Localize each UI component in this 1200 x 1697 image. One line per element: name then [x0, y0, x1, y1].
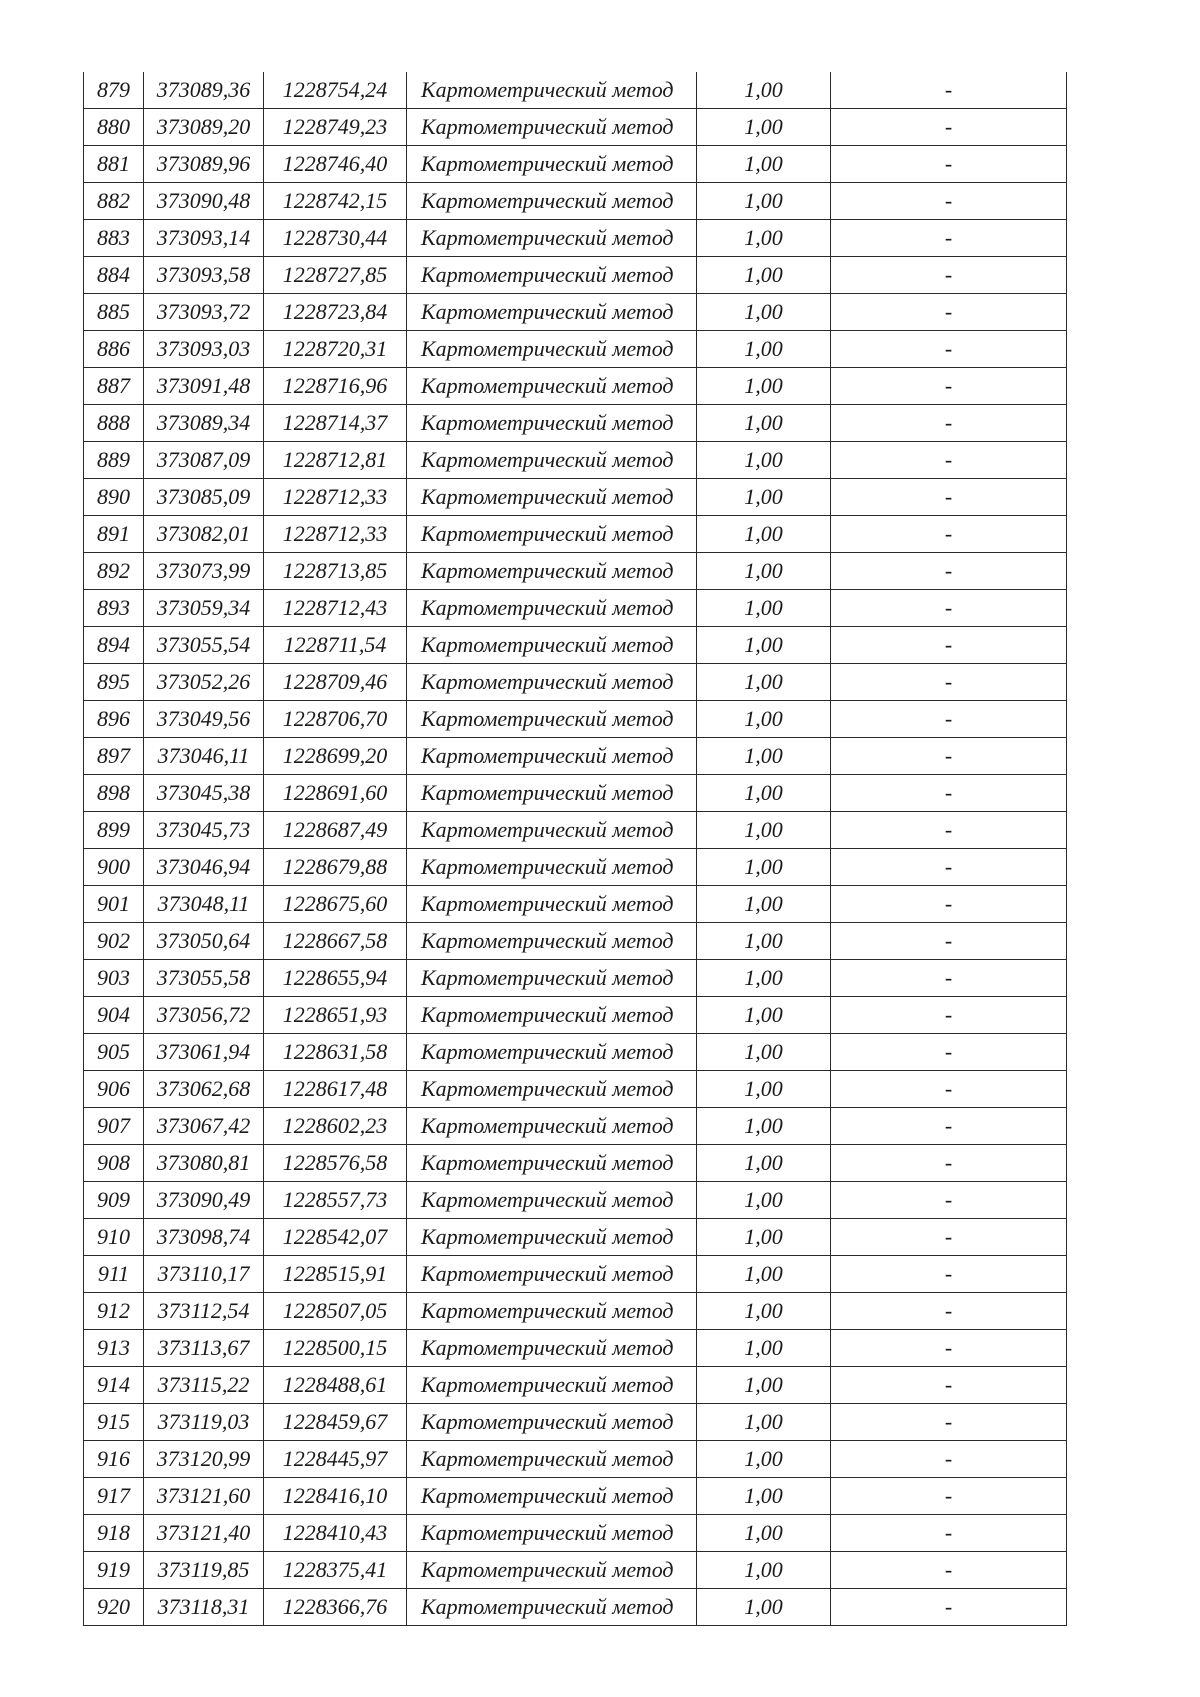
- table-row: [84, 775, 1067, 812]
- table-row: [84, 1293, 1067, 1330]
- point-number-cell: 880: [84, 109, 144, 146]
- method-cell: Картометрический метод: [407, 1145, 697, 1182]
- x-coordinate-cell: 373112,54: [144, 1293, 264, 1330]
- x-coordinate-cell: 373082,01: [144, 516, 264, 553]
- x-coordinate-cell: 373089,36: [144, 72, 264, 109]
- description-cell: -: [831, 1330, 1067, 1367]
- table-row: [84, 109, 1067, 146]
- table-row: [84, 997, 1067, 1034]
- y-coordinate-cell: 1228602,23: [264, 1108, 407, 1145]
- method-cell: Картометрический метод: [407, 849, 697, 886]
- y-coordinate-cell: 1228730,44: [264, 220, 407, 257]
- x-coordinate-cell: 373120,99: [144, 1441, 264, 1478]
- x-coordinate-cell: 373090,48: [144, 183, 264, 220]
- y-coordinate-cell: 1228375,41: [264, 1552, 407, 1589]
- point-number-cell: 900: [84, 849, 144, 886]
- point-number-cell: 911: [84, 1256, 144, 1293]
- accuracy-cell: 1,00: [697, 701, 831, 738]
- accuracy-cell: 1,00: [697, 664, 831, 701]
- accuracy-cell: 1,00: [697, 516, 831, 553]
- method-cell: Картометрический метод: [407, 1404, 697, 1441]
- point-number-cell: 910: [84, 1219, 144, 1256]
- table-row: [84, 886, 1067, 923]
- method-cell: Картометрический метод: [407, 1034, 697, 1071]
- table-row: [84, 72, 1067, 109]
- y-coordinate-cell: 1228687,49: [264, 812, 407, 849]
- method-cell: Картометрический метод: [407, 1293, 697, 1330]
- point-number-cell: 889: [84, 442, 144, 479]
- x-coordinate-cell: 373049,56: [144, 701, 264, 738]
- point-number-cell: 905: [84, 1034, 144, 1071]
- x-coordinate-cell: 373056,72: [144, 997, 264, 1034]
- method-cell: Картометрический метод: [407, 1515, 697, 1552]
- description-cell: -: [831, 1589, 1067, 1626]
- y-coordinate-cell: 1228712,43: [264, 590, 407, 627]
- x-coordinate-cell: 373089,96: [144, 146, 264, 183]
- accuracy-cell: 1,00: [697, 442, 831, 479]
- point-number-cell: 913: [84, 1330, 144, 1367]
- description-cell: -: [831, 664, 1067, 701]
- point-number-cell: 879: [84, 72, 144, 109]
- method-cell: Картометрический метод: [407, 960, 697, 997]
- accuracy-cell: 1,00: [697, 1034, 831, 1071]
- y-coordinate-cell: 1228749,23: [264, 109, 407, 146]
- y-coordinate-cell: 1228754,24: [264, 72, 407, 109]
- accuracy-cell: 1,00: [697, 183, 831, 220]
- method-cell: Картометрический метод: [407, 109, 697, 146]
- table-row: [84, 368, 1067, 405]
- description-cell: -: [831, 923, 1067, 960]
- accuracy-cell: 1,00: [697, 960, 831, 997]
- description-cell: -: [831, 738, 1067, 775]
- point-number-cell: 897: [84, 738, 144, 775]
- accuracy-cell: 1,00: [697, 1367, 831, 1404]
- point-number-cell: 881: [84, 146, 144, 183]
- accuracy-cell: 1,00: [697, 1219, 831, 1256]
- coordinates-table-body: [84, 72, 1067, 1626]
- description-cell: -: [831, 294, 1067, 331]
- y-coordinate-cell: 1228576,58: [264, 1145, 407, 1182]
- table-row: [84, 516, 1067, 553]
- x-coordinate-cell: 373121,60: [144, 1478, 264, 1515]
- x-coordinate-cell: 373093,14: [144, 220, 264, 257]
- y-coordinate-cell: 1228709,46: [264, 664, 407, 701]
- table-row: [84, 1182, 1067, 1219]
- description-cell: -: [831, 1293, 1067, 1330]
- method-cell: Картометрический метод: [407, 1441, 697, 1478]
- table-row: [84, 1071, 1067, 1108]
- y-coordinate-cell: 1228746,40: [264, 146, 407, 183]
- x-coordinate-cell: 373119,03: [144, 1404, 264, 1441]
- point-number-cell: 907: [84, 1108, 144, 1145]
- accuracy-cell: 1,00: [697, 1071, 831, 1108]
- table-row: [84, 701, 1067, 738]
- method-cell: Картометрический метод: [407, 479, 697, 516]
- description-cell: -: [831, 1034, 1067, 1071]
- accuracy-cell: 1,00: [697, 1552, 831, 1589]
- x-coordinate-cell: 373113,67: [144, 1330, 264, 1367]
- y-coordinate-cell: 1228500,15: [264, 1330, 407, 1367]
- y-coordinate-cell: 1228488,61: [264, 1367, 407, 1404]
- description-cell: -: [831, 1478, 1067, 1515]
- description-cell: -: [831, 405, 1067, 442]
- accuracy-cell: 1,00: [697, 1293, 831, 1330]
- x-coordinate-cell: 373093,58: [144, 257, 264, 294]
- method-cell: Картометрический метод: [407, 553, 697, 590]
- point-number-cell: 888: [84, 405, 144, 442]
- x-coordinate-cell: 373089,20: [144, 109, 264, 146]
- y-coordinate-cell: 1228617,48: [264, 1071, 407, 1108]
- description-cell: -: [831, 1441, 1067, 1478]
- point-number-cell: 908: [84, 1145, 144, 1182]
- description-cell: -: [831, 1367, 1067, 1404]
- x-coordinate-cell: 373093,03: [144, 331, 264, 368]
- x-coordinate-cell: 373091,48: [144, 368, 264, 405]
- point-number-cell: 890: [84, 479, 144, 516]
- point-number-cell: 917: [84, 1478, 144, 1515]
- table-row: [84, 1515, 1067, 1552]
- table-row: [84, 1256, 1067, 1293]
- description-cell: -: [831, 257, 1067, 294]
- accuracy-cell: 1,00: [697, 479, 831, 516]
- point-number-cell: 915: [84, 1404, 144, 1441]
- table-row: [84, 960, 1067, 997]
- accuracy-cell: 1,00: [697, 109, 831, 146]
- method-cell: Картометрический метод: [407, 812, 697, 849]
- method-cell: Картометрический метод: [407, 627, 697, 664]
- description-cell: -: [831, 1552, 1067, 1589]
- x-coordinate-cell: 373048,11: [144, 886, 264, 923]
- y-coordinate-cell: 1228667,58: [264, 923, 407, 960]
- x-coordinate-cell: 373073,99: [144, 553, 264, 590]
- table-row: [84, 1034, 1067, 1071]
- table-row: [84, 627, 1067, 664]
- y-coordinate-cell: 1228557,73: [264, 1182, 407, 1219]
- table-row: [84, 1404, 1067, 1441]
- method-cell: Картометрический метод: [407, 1219, 697, 1256]
- description-cell: -: [831, 1108, 1067, 1145]
- method-cell: Картометрический метод: [407, 516, 697, 553]
- y-coordinate-cell: 1228515,91: [264, 1256, 407, 1293]
- x-coordinate-cell: 373045,38: [144, 775, 264, 812]
- x-coordinate-cell: 373090,49: [144, 1182, 264, 1219]
- x-coordinate-cell: 373046,94: [144, 849, 264, 886]
- accuracy-cell: 1,00: [697, 590, 831, 627]
- method-cell: Картометрический метод: [407, 257, 697, 294]
- point-number-cell: 883: [84, 220, 144, 257]
- method-cell: Картометрический метод: [407, 590, 697, 627]
- y-coordinate-cell: 1228459,67: [264, 1404, 407, 1441]
- table-row: [84, 1441, 1067, 1478]
- y-coordinate-cell: 1228410,43: [264, 1515, 407, 1552]
- table-row: [84, 1108, 1067, 1145]
- point-number-cell: 919: [84, 1552, 144, 1589]
- accuracy-cell: 1,00: [697, 1515, 831, 1552]
- method-cell: Картометрический метод: [407, 1589, 697, 1626]
- accuracy-cell: 1,00: [697, 1404, 831, 1441]
- description-cell: -: [831, 1219, 1067, 1256]
- method-cell: Картометрический метод: [407, 368, 697, 405]
- method-cell: Картометрический метод: [407, 1552, 697, 1589]
- description-cell: -: [831, 960, 1067, 997]
- method-cell: Картометрический метод: [407, 294, 697, 331]
- table-row: [84, 590, 1067, 627]
- y-coordinate-cell: 1228712,81: [264, 442, 407, 479]
- x-coordinate-cell: 373061,94: [144, 1034, 264, 1071]
- y-coordinate-cell: 1228706,70: [264, 701, 407, 738]
- accuracy-cell: 1,00: [697, 257, 831, 294]
- accuracy-cell: 1,00: [697, 1182, 831, 1219]
- point-number-cell: 882: [84, 183, 144, 220]
- y-coordinate-cell: 1228713,85: [264, 553, 407, 590]
- accuracy-cell: 1,00: [697, 1478, 831, 1515]
- point-number-cell: 920: [84, 1589, 144, 1626]
- point-number-cell: 884: [84, 257, 144, 294]
- method-cell: Картометрический метод: [407, 331, 697, 368]
- x-coordinate-cell: 373050,64: [144, 923, 264, 960]
- x-coordinate-cell: 373080,81: [144, 1145, 264, 1182]
- table-row: [84, 479, 1067, 516]
- description-cell: -: [831, 183, 1067, 220]
- description-cell: -: [831, 886, 1067, 923]
- y-coordinate-cell: 1228711,54: [264, 627, 407, 664]
- x-coordinate-cell: 373089,34: [144, 405, 264, 442]
- point-number-cell: 918: [84, 1515, 144, 1552]
- y-coordinate-cell: 1228542,07: [264, 1219, 407, 1256]
- y-coordinate-cell: 1228679,88: [264, 849, 407, 886]
- description-cell: -: [831, 442, 1067, 479]
- x-coordinate-cell: 373055,54: [144, 627, 264, 664]
- table-row: [84, 1330, 1067, 1367]
- description-cell: -: [831, 849, 1067, 886]
- accuracy-cell: 1,00: [697, 1256, 831, 1293]
- description-cell: -: [831, 1515, 1067, 1552]
- x-coordinate-cell: 373087,09: [144, 442, 264, 479]
- description-cell: -: [831, 368, 1067, 405]
- table-row: [84, 923, 1067, 960]
- accuracy-cell: 1,00: [697, 738, 831, 775]
- point-number-cell: 916: [84, 1441, 144, 1478]
- accuracy-cell: 1,00: [697, 886, 831, 923]
- x-coordinate-cell: 373046,11: [144, 738, 264, 775]
- table-row: [84, 257, 1067, 294]
- x-coordinate-cell: 373115,22: [144, 1367, 264, 1404]
- table-row: [84, 1589, 1067, 1626]
- accuracy-cell: 1,00: [697, 1589, 831, 1626]
- point-number-cell: 906: [84, 1071, 144, 1108]
- accuracy-cell: 1,00: [697, 146, 831, 183]
- table-row: [84, 1552, 1067, 1589]
- method-cell: Картометрический метод: [407, 775, 697, 812]
- table-row: [84, 1145, 1067, 1182]
- x-coordinate-cell: 373062,68: [144, 1071, 264, 1108]
- table-row: [84, 553, 1067, 590]
- method-cell: Картометрический метод: [407, 997, 697, 1034]
- y-coordinate-cell: 1228675,60: [264, 886, 407, 923]
- point-number-cell: 895: [84, 664, 144, 701]
- y-coordinate-cell: 1228445,97: [264, 1441, 407, 1478]
- table-row: [84, 331, 1067, 368]
- description-cell: -: [831, 146, 1067, 183]
- description-cell: -: [831, 109, 1067, 146]
- point-number-cell: 901: [84, 886, 144, 923]
- point-number-cell: 912: [84, 1293, 144, 1330]
- method-cell: Картометрический метод: [407, 664, 697, 701]
- y-coordinate-cell: 1228699,20: [264, 738, 407, 775]
- accuracy-cell: 1,00: [697, 812, 831, 849]
- accuracy-cell: 1,00: [697, 849, 831, 886]
- table-row: [84, 183, 1067, 220]
- accuracy-cell: 1,00: [697, 368, 831, 405]
- description-cell: -: [831, 1256, 1067, 1293]
- accuracy-cell: 1,00: [697, 923, 831, 960]
- x-coordinate-cell: 373055,58: [144, 960, 264, 997]
- x-coordinate-cell: 373119,85: [144, 1552, 264, 1589]
- description-cell: -: [831, 479, 1067, 516]
- y-coordinate-cell: 1228651,93: [264, 997, 407, 1034]
- y-coordinate-cell: 1228507,05: [264, 1293, 407, 1330]
- table-row: [84, 812, 1067, 849]
- table-row: [84, 146, 1067, 183]
- table-row: [84, 405, 1067, 442]
- method-cell: Картометрический метод: [407, 1071, 697, 1108]
- y-coordinate-cell: 1228712,33: [264, 479, 407, 516]
- description-cell: -: [831, 775, 1067, 812]
- method-cell: Картометрический метод: [407, 72, 697, 109]
- y-coordinate-cell: 1228723,84: [264, 294, 407, 331]
- description-cell: -: [831, 1071, 1067, 1108]
- point-number-cell: 885: [84, 294, 144, 331]
- point-number-cell: 904: [84, 997, 144, 1034]
- point-number-cell: 899: [84, 812, 144, 849]
- description-cell: -: [831, 590, 1067, 627]
- y-coordinate-cell: 1228631,58: [264, 1034, 407, 1071]
- x-coordinate-cell: 373118,31: [144, 1589, 264, 1626]
- y-coordinate-cell: 1228727,85: [264, 257, 407, 294]
- y-coordinate-cell: 1228720,31: [264, 331, 407, 368]
- description-cell: -: [831, 1404, 1067, 1441]
- table-row: [84, 849, 1067, 886]
- description-cell: -: [831, 812, 1067, 849]
- y-coordinate-cell: 1228712,33: [264, 516, 407, 553]
- table-row: [84, 1367, 1067, 1404]
- table-row: [84, 738, 1067, 775]
- y-coordinate-cell: 1228416,10: [264, 1478, 407, 1515]
- method-cell: Картометрический метод: [407, 886, 697, 923]
- point-number-cell: 903: [84, 960, 144, 997]
- description-cell: -: [831, 627, 1067, 664]
- description-cell: -: [831, 553, 1067, 590]
- accuracy-cell: 1,00: [697, 405, 831, 442]
- method-cell: Картометрический метод: [407, 220, 697, 257]
- accuracy-cell: 1,00: [697, 331, 831, 368]
- y-coordinate-cell: 1228742,15: [264, 183, 407, 220]
- accuracy-cell: 1,00: [697, 627, 831, 664]
- x-coordinate-cell: 373121,40: [144, 1515, 264, 1552]
- description-cell: -: [831, 1145, 1067, 1182]
- accuracy-cell: 1,00: [697, 553, 831, 590]
- method-cell: Картометрический метод: [407, 146, 697, 183]
- point-number-cell: 886: [84, 331, 144, 368]
- method-cell: Картометрический метод: [407, 738, 697, 775]
- point-number-cell: 902: [84, 923, 144, 960]
- x-coordinate-cell: 373067,42: [144, 1108, 264, 1145]
- method-cell: Картометрический метод: [407, 405, 697, 442]
- x-coordinate-cell: 373093,72: [144, 294, 264, 331]
- accuracy-cell: 1,00: [697, 294, 831, 331]
- table-row: [84, 442, 1067, 479]
- table-row: [84, 1478, 1067, 1515]
- description-cell: -: [831, 331, 1067, 368]
- table-row: [84, 294, 1067, 331]
- accuracy-cell: 1,00: [697, 1145, 831, 1182]
- accuracy-cell: 1,00: [697, 1108, 831, 1145]
- method-cell: Картометрический метод: [407, 183, 697, 220]
- point-number-cell: 887: [84, 368, 144, 405]
- x-coordinate-cell: 373110,17: [144, 1256, 264, 1293]
- table-row: [84, 1219, 1067, 1256]
- method-cell: Картометрический метод: [407, 1330, 697, 1367]
- description-cell: -: [831, 220, 1067, 257]
- point-number-cell: 892: [84, 553, 144, 590]
- x-coordinate-cell: 373059,34: [144, 590, 264, 627]
- y-coordinate-cell: 1228366,76: [264, 1589, 407, 1626]
- accuracy-cell: 1,00: [697, 997, 831, 1034]
- y-coordinate-cell: 1228716,96: [264, 368, 407, 405]
- table-row: [84, 664, 1067, 701]
- description-cell: -: [831, 516, 1067, 553]
- method-cell: Картометрический метод: [407, 1478, 697, 1515]
- method-cell: Картометрический метод: [407, 442, 697, 479]
- description-cell: -: [831, 72, 1067, 109]
- method-cell: Картометрический метод: [407, 1108, 697, 1145]
- x-coordinate-cell: 373052,26: [144, 664, 264, 701]
- accuracy-cell: 1,00: [697, 1330, 831, 1367]
- point-number-cell: 891: [84, 516, 144, 553]
- method-cell: Картометрический метод: [407, 1367, 697, 1404]
- point-number-cell: 909: [84, 1182, 144, 1219]
- accuracy-cell: 1,00: [697, 775, 831, 812]
- y-coordinate-cell: 1228655,94: [264, 960, 407, 997]
- y-coordinate-cell: 1228691,60: [264, 775, 407, 812]
- accuracy-cell: 1,00: [697, 1441, 831, 1478]
- point-number-cell: 893: [84, 590, 144, 627]
- method-cell: Картометрический метод: [407, 1256, 697, 1293]
- x-coordinate-cell: 373045,73: [144, 812, 264, 849]
- y-coordinate-cell: 1228714,37: [264, 405, 407, 442]
- method-cell: Картометрический метод: [407, 923, 697, 960]
- description-cell: -: [831, 1182, 1067, 1219]
- method-cell: Картометрический метод: [407, 1182, 697, 1219]
- table-row: [84, 220, 1067, 257]
- point-number-cell: 898: [84, 775, 144, 812]
- point-number-cell: 894: [84, 627, 144, 664]
- accuracy-cell: 1,00: [697, 72, 831, 109]
- x-coordinate-cell: 373098,74: [144, 1219, 264, 1256]
- description-cell: -: [831, 701, 1067, 738]
- method-cell: Картометрический метод: [407, 701, 697, 738]
- description-cell: -: [831, 997, 1067, 1034]
- x-coordinate-cell: 373085,09: [144, 479, 264, 516]
- point-number-cell: 896: [84, 701, 144, 738]
- coordinates-table: [83, 72, 1067, 1626]
- point-number-cell: 914: [84, 1367, 144, 1404]
- accuracy-cell: 1,00: [697, 220, 831, 257]
